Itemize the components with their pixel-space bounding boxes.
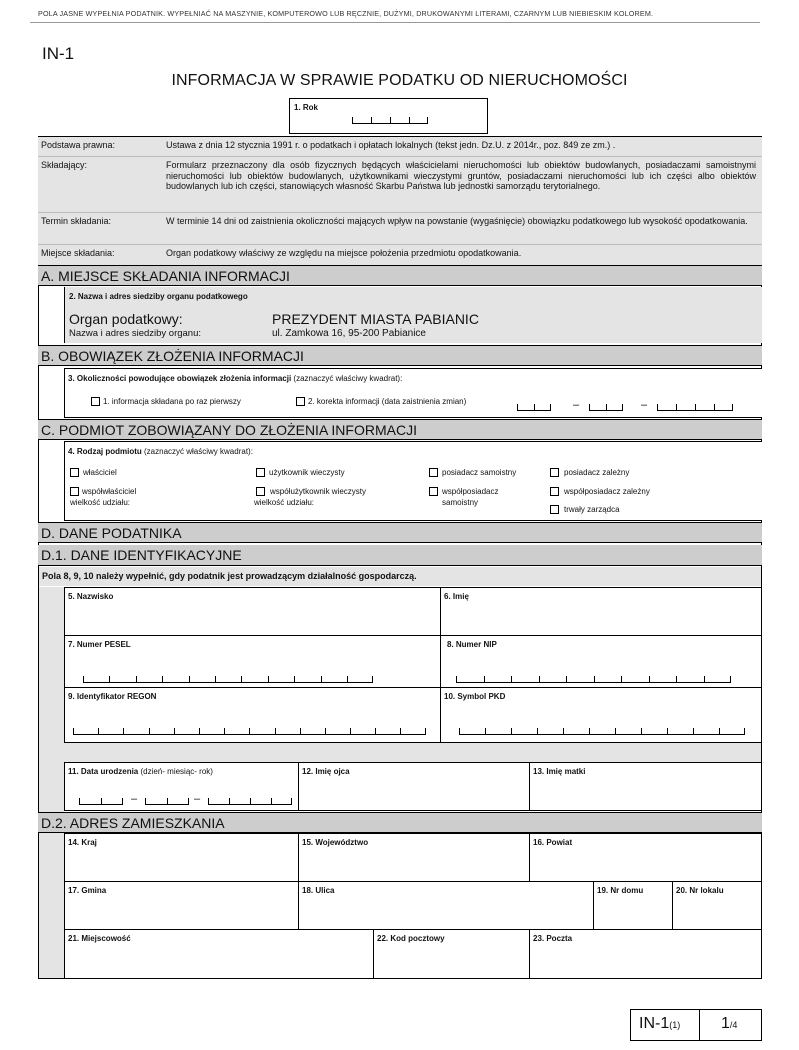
rok-comb-input[interactable] [352,117,428,124]
info-termin-key: Termin składania: [41,216,112,226]
nip-label: 8. Numer NIP [447,640,497,649]
info-skladajacy-row [38,157,762,213]
info-skladajacy-value: Formularz przeznaczony dla osób fizycznych będących właścicielami nieruchomości lub obiektów budowlanych, posiadaczami samoistnymi nieruchomości lub obiektów budowlanych, użytkownikami wieczystymi gruntów, posiadaczami nieruchomości lub ich części albo obiektów budowlanych lub ich części, stanowiących własność Skarbu Państwa lub jednostki samorządu terytorialnego. [166,160,756,191]
opt-wlasciciel: właściciel [83,468,117,477]
checkbox-uzytkownik-wieczysty[interactable] [256,468,265,477]
poczta-label: 23. Poczta [533,934,573,943]
form-code: IN-1 [42,44,75,63]
organ-address: ul. Zamkowa 16, 95-200 Pabianice [272,328,426,339]
kraj-field[interactable] [64,833,299,882]
nazwisko-field[interactable] [64,587,441,636]
ulica-field[interactable] [298,881,594,930]
regon-comb-input[interactable] [73,728,426,735]
opt-wspolposiadacz-zalezny: współposiadacz zależny [564,487,650,496]
poczta-field[interactable] [529,929,762,979]
regon-field[interactable] [64,687,441,743]
organ-sub-label: Nazwa i adres siedziby organu: [69,328,202,339]
d1-note: Pola 8, 9, 10 należy wypełnić, gdy podatnik jest prowadzącym działalność gospodarczą. [42,571,417,581]
okolicznosci-label: 3. Okoliczności powodujące obowiązek złożenia informacji (zaznaczyć właściwy kwadrat): [68,374,403,383]
date-dash: – [194,793,201,805]
date-dash: – [131,793,138,805]
kraj-label: 14. Kraj [68,838,97,847]
organ-name: PREZYDENT MIASTA PABIANIC [272,311,479,327]
footer-code-cell [631,1010,700,1040]
kod-pocztowy-field[interactable] [373,929,530,979]
opt-pierwsza-label: 1. informacja składana po raz pierwszy [103,397,241,406]
miejscowosc-field[interactable] [64,929,374,979]
opt-trwaly-zarzadca: trwały zarządca [564,505,620,514]
urodzenia-year[interactable] [208,798,292,805]
info-termin-value: W terminie 14 dni od zaistnienia okoliczności mających wpływ na powstanie (wygaśnięcie) obowiązku podatkowego lub wysokość opodatkowania. [166,216,748,226]
imie-ojca-field[interactable] [298,762,530,811]
imie-field[interactable] [440,587,762,636]
info-miejsce-value: Organ podatkowy właściwy ze względu na miejsce położenia przedmiotu opodatkowania. [166,248,522,258]
pkd-comb-input[interactable] [459,728,745,735]
section-d-header: D. DANE PODATNIKA [38,522,762,543]
opt-wspoluzytkownik: współużytkownik wieczysty [270,487,367,496]
gmina-field[interactable] [64,881,299,930]
powiat-field[interactable] [529,833,762,882]
info-miejsce-key: Miejsce składania: [41,248,115,258]
opt-wspolwlasciciel-udzial: wielkość udziału: [70,498,131,507]
info-podstawa-row [38,137,762,157]
section-a-header: A. MIEJSCE SKŁADANIA INFORMACJI [38,265,762,286]
rodzaj-podmiotu-field [64,441,762,521]
checkbox-pierwsza[interactable] [91,397,100,406]
rok-label: 1. Rok [294,103,319,112]
d-left-strip [39,587,64,978]
urodzenia-month[interactable] [145,798,189,805]
data-urodzenia-field[interactable] [64,762,299,811]
page-indicator [630,1009,762,1041]
section-c-header: C. PODMIOT ZOBOWIĄZANY DO ZŁOŻENIA INFORMACJI [38,419,762,440]
nr-lokalu-label: 20. Nr lokalu [676,886,724,895]
d1-note-row [39,567,761,586]
opt-wspoluzytkownik-udzial: wielkość udziału: [254,498,315,507]
section-d2-header: D.2. ADRES ZAMIESZKANIA [38,812,762,833]
nip-comb-input[interactable] [456,676,731,683]
wojewodztwo-label: 15. Województwo [302,838,369,847]
opt-korekta-label: 2. korekta informacji (data zaistnienia zmian) [308,397,467,406]
date-dash: – [573,399,580,411]
imie-label: 6. Imię [444,592,469,601]
checkbox-posiadacz-samoistny[interactable] [429,468,438,477]
data-urodzenia-label: 11. Data urodzenia (dzień- miesiąc- rok) [68,767,213,776]
footer-form-code: IN-1(1) [639,1015,681,1032]
organ-field-label: 2. Nazwa i adres siedziby organu podatkowego [69,292,248,301]
checkbox-wspolposiadacz-samoistny[interactable] [429,487,438,496]
date-dash: – [641,399,648,411]
organ-label: Organ podatkowy: [69,311,183,327]
ulica-label: 18. Ulica [302,886,335,895]
korekta-date-day[interactable] [517,404,551,411]
info-podstawa-value: Ustawa z dnia 12 stycznia 1991 r. o podatkach i opłatach lokalnych (tekst jedn. Dz.U. z 2014r., poz. 849 ze zm.) . [166,140,616,150]
checkbox-wspoluzytkownik[interactable] [256,487,265,496]
d1-spacer-row [64,743,761,762]
korekta-date-month[interactable] [589,404,623,411]
top-instruction-note: POLA JASNE WYPEŁNIA PODATNIK. WYPEŁNIAĆ NA MASZYNIE, KOMPUTEROWO LUB RĘCZNIE, DUŻYMI, DRUKOWANYMI LITERAMI, CZARNYM LUB NIEBIESKIM KOLOREM. [38,9,654,18]
urodzenia-day[interactable] [79,798,123,805]
pkd-field[interactable] [440,687,762,743]
pkd-label: 10. Symbol PKD [444,692,506,701]
form-title: INFORMACJA W SPRAWIE PODATKU OD NIERUCHOMOŚCI [171,72,628,89]
regon-label: 9. Identyfikator REGON [68,692,157,701]
info-podstawa-key: Podstawa prawna: [41,140,116,150]
pesel-field[interactable] [64,635,441,688]
nazwisko-label: 5. Nazwisko [68,592,114,601]
korekta-date-year[interactable] [657,404,733,411]
rodzaj-podmiotu-label: 4. Rodzaj podmiotu (zaznaczyć właściwy kwadrat): [68,447,253,456]
section-d1-header: D.1. DANE IDENTYFIKACYJNE [38,545,762,566]
opt-posiadacz-zalezny: posiadacz zależny [564,468,630,477]
opt-posiadacz-samoistny: posiadacz samoistny [442,468,517,477]
imie-ojca-label: 12. Imię ojca [302,767,350,776]
okolicznosci-field [64,368,762,418]
nr-lokalu-field[interactable] [672,881,762,930]
info-skladajacy-key: Składający: [41,160,88,170]
pesel-label: 7. Numer PESEL [68,640,131,649]
opt-wspolposiadacz-samoistny-2: samoistny [442,498,479,507]
nr-domu-label: 19. Nr domu [597,886,644,895]
miejscowosc-label: 21. Miejscowość [68,934,131,943]
nr-domu-field[interactable] [593,881,673,930]
opt-wspolwlasciciel: współwłaściciel [82,487,137,496]
opt-uzytkownik-wieczysty: użytkownik wieczysty [269,468,345,477]
gmina-label: 17. Gmina [68,886,107,895]
powiat-label: 16. Powiat [533,838,573,847]
checkbox-korekta[interactable] [296,397,305,406]
footer-page-number: 1/4 [721,1015,738,1032]
checkbox-wspolwlasciciel[interactable] [70,487,79,496]
checkbox-wspolposiadacz-zalezny[interactable] [550,487,559,496]
imie-matki-field[interactable] [529,762,762,811]
info-miejsce-row [38,245,762,265]
organ-podatkowy-field [64,287,762,343]
info-termin-row [38,213,762,245]
section-b-header: B. OBOWIĄZEK ZŁOŻENIA INFORMACJI [38,345,762,366]
opt-wspolposiadacz-samoistny: współposiadacz [442,487,499,496]
imie-matki-label: 13. Imię matki [533,767,586,776]
checkbox-trwaly-zarzadca[interactable] [550,505,559,514]
top-divider [30,22,760,23]
rok-field[interactable] [289,98,488,134]
checkbox-posiadacz-zalezny[interactable] [550,468,559,477]
wojewodztwo-field[interactable] [298,833,530,882]
nip-field[interactable] [440,635,762,688]
checkbox-wlasciciel[interactable] [70,468,79,477]
pesel-comb-input[interactable] [83,676,373,683]
kod-pocztowy-label: 22. Kod pocztowy [377,934,445,943]
